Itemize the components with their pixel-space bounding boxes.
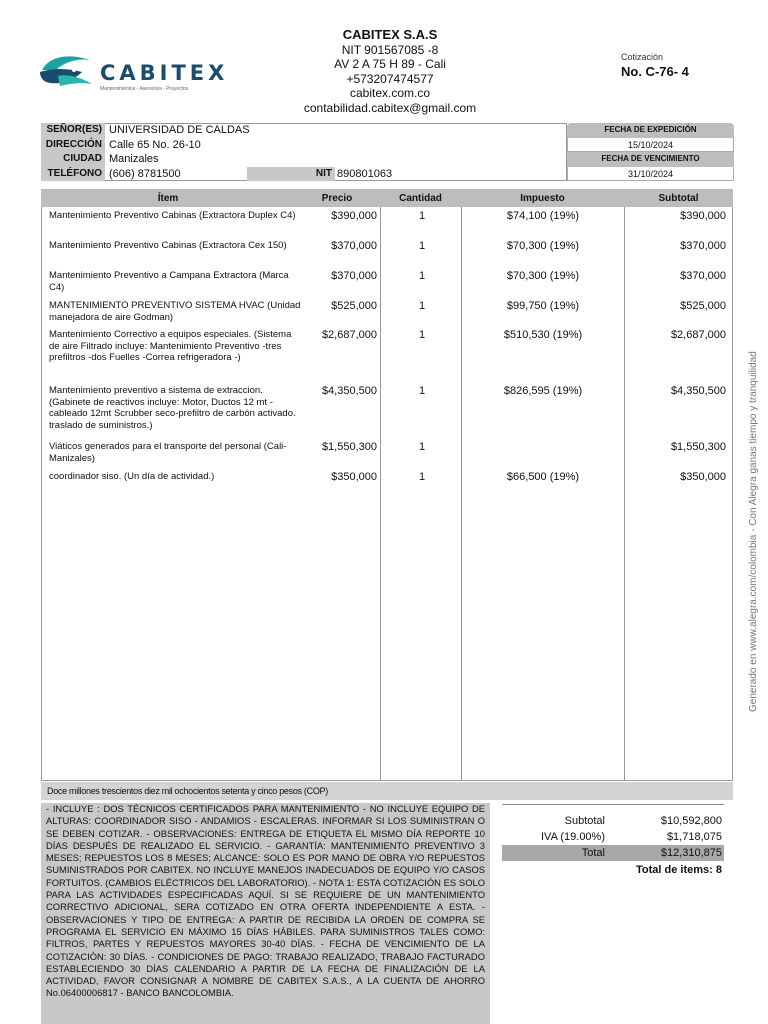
item-quantity: 1 [418,210,426,222]
item-subtotal: $370,000 [680,240,726,252]
company-address: AV 2 A 75 H 89 - Cali [334,57,446,71]
ciudad-value: Manizales [109,153,159,165]
item-price: $4,350,500 [321,385,377,397]
item-quantity: 1 [418,441,426,453]
iva-value: $1,718,075 [666,831,722,843]
expedicion-value: 15/10/2024 [567,138,734,153]
company-name: CABITEX S.A.S [342,27,438,42]
item-description: Mantenimiento preventivo a sistema de extraccion. (Gabinete de reactivos incluye: Motor, Ductos 12 mt - cableado 12mt Scrubber seco-prefiltro de carbón activado. traslado de suministros.) [49,385,296,431]
header-price: Precio [321,193,353,204]
header-item: Ítem [157,193,179,204]
hummingbird-logo-icon [38,50,96,94]
total-row [502,845,724,861]
item-quantity: 1 [418,270,426,282]
nit-label: NIT [247,167,335,182]
client-row-telefono [41,167,567,182]
item-tax: $74,100 (19%) [506,210,580,222]
direccion-value: Calle 65 No. 26-10 [109,138,201,151]
item-subtotal: $525,000 [680,300,726,312]
amount-in-words: Doce millones trescientos diez mil ochocientos setenta y cinco pesos (COP) [41,782,733,800]
item-tax: $826,595 (19%) [503,385,583,397]
item-tax: $70,300 (19%) [506,270,580,282]
item-tax: $70,300 (19%) [506,240,580,252]
item-price: $350,000 [331,471,377,483]
item-price: $1,550,300 [321,441,377,453]
ciudad-label: CIUDAD [41,152,105,167]
item-tax: $510,530 (19%) [503,329,583,341]
column-divider [624,207,625,781]
items-table-header [41,189,733,207]
item-description: Mantenimiento Preventivo Cabinas (Extractora Duplex C4) [49,210,296,221]
senor-label: SEÑOR(ES) [41,123,105,138]
expedicion-label: FECHA DE EXPEDICIÓN [567,123,734,138]
item-description: Mantenimiento Preventivo a Campana Extractora (Marca C4) [49,270,289,293]
company-header [260,28,520,115]
quote-number-box [621,52,741,79]
header-qty: Cantidad [399,193,442,204]
telefono-label: TELÉFONO [41,167,105,182]
company-website: cabitex.com.co [349,86,431,100]
iva-row [502,829,724,845]
company-phone: +573207474577 [346,71,434,86]
item-quantity: 1 [418,385,426,397]
client-row-ciudad [41,152,567,167]
item-description: coordinador siso. (Un día de actividad.) [49,471,215,482]
item-subtotal: $2,687,000 [670,329,726,341]
client-row-direccion [41,138,567,153]
item-price: $370,000 [331,270,377,282]
item-subtotal: $370,000 [680,270,726,282]
client-info [41,123,734,183]
total-value: $12,310,875 [660,847,722,859]
logo-tagline: Mantenimientos - Asesorías - Proyectos [100,86,189,92]
subtotal-value: $10,592,800 [660,815,722,827]
nit-value: 890801063 [337,167,393,180]
terms-notes: - INCLUYE : DOS TÉCNICOS CERTIFICADOS PARA MANTENIMIENTO - NO INCLUYE EQUIPO DE ALTURAS: COORDINADOR SISO - ANDAMIOS - ESCALERAS. INFORMAR SI LOS SUMINISTRAN O SE DEBEN COTIZAR. - OBSERVACIONES: ENTREGA DE ETIQUETA EL MISMO DÍA REPORTE 10 DÍAS DESPUÉS DE REALIZADO EL SERVICIO. - GARANTÍA: MANTENIMIENTO PREVENTIVO 3 MESES; REPUESTOS LOS 8 MESES; ALCANCE: SOLO ES POR MANO DE OBRA Y/O REPUESTOS SUMINISTRADOS POR CABITEX. NO INCLUYE MANEJOS INADECUADOS DE EQUIPO Y/O CASOS FORTUITOS. (CAMBIOS ELÉCTRICOS DEL LABORATORIO). - NOTA 1: ESTA COTIZACIÓN ES SOLO PARA LAS ACTIVIDADES ESPECIFICADAS AQUÍ. SI SE REQUIERE DE UN MANTENIMIENTO CORRECTIVO ADICIONAL, SERA COTIZADO EN OTRA OFERTA INDEPENDIENTE A ESTA. - OBSERVACIONES Y TIPO DE ENTREGA: A PARTIR DE RECIBIDA LA ORDEN DE COMPRA SE PROGRAMA EL SERVICIO EN MÁXIMO 15 DÍAS HÁBILES. PARA SUMINISTROS TALES COMO: FILTROS, PARTES Y REPUESTOS MAYORES 30-40 DÍAS. - FECHA DE VENCIMIENTO DE LA COTIZACIÓN: 30 DÍAS. - CONDICIONES DE PAGO: TRABAJO REALIZADO, TRABAJO FACTURADO ESTABLECIENDO 30 DÍAS CALENDARIO A PARTIR DE LA FECHA DE FINALIZACIÓN DE LA ACTIVIDAD, FAVOR CONSIGNAR A NOMBRE DE CABITEX S.A.S., A LA CUENTA DE AHORRO No.06400006817 - BANCO BANCOLOMBIA. [41,803,490,1024]
item-price: $525,000 [331,300,377,312]
client-row-senor [41,123,567,138]
item-price: $370,000 [331,240,377,252]
quote-label: Cotización [621,52,664,62]
company-nit: NIT 901567085 -8 [341,42,439,57]
item-price: $390,000 [331,210,377,222]
header-tax: Impuesto [520,193,565,204]
item-description: Viáticos generados para el transporte del personal (Cali- Manizales) [49,441,287,464]
subtotal-label: Subtotal [564,815,605,827]
items-table [41,189,733,801]
vencimiento-value: 31/10/2024 [567,167,734,182]
iva-label: IVA (19.00%) [541,831,605,843]
item-price: $2,687,000 [321,329,377,341]
senor-value: UNIVERSIDAD DE CALDAS [109,124,250,136]
item-description: Mantenimiento Preventivo Cabinas (Extractora Cex 150) [49,240,287,251]
column-divider [380,207,381,781]
subtotal-row [502,813,724,829]
items-count: Total de items: 8 [636,864,722,876]
item-quantity: 1 [418,329,426,341]
quote-number: No. C-76- 4 [621,64,689,79]
item-subtotal: $4,350,500 [670,385,726,397]
item-quantity: 1 [418,471,426,483]
item-subtotal: $390,000 [680,210,726,222]
item-tax: $99,750 (19%) [506,300,580,312]
item-quantity: 1 [418,240,426,252]
item-subtotal: $1,550,300 [670,441,726,453]
column-divider [461,207,462,781]
generated-by-footer: Generado en www.alegra.com/colombia - Con Alegra ganas tiempo y tranquilidad [748,351,759,712]
vencimiento-label: FECHA DE VENCIMIENTO [567,152,734,167]
item-subtotal: $350,000 [680,471,726,483]
total-label: Total [581,847,605,859]
company-email: contabilidad.cabitex@gmail.com [303,100,477,115]
item-description: Mantenimiento Correctivo a equipos especiales. (Sistema de aire Filtrado incluye: Mantenimiento Preventivo -tres prefiltros -dos Fuelles -Correa refrigeradora -) [49,329,292,363]
header-subtotal: Subtotal [658,193,699,204]
logo-wordmark: CABITEX [100,61,229,85]
item-description: MANTENIMIENTO PREVENTIVO SISTEMA HVAC (Unidad manejadora de aire Godman) [49,300,301,323]
totals-box [502,804,724,861]
company-logo [38,50,229,98]
telefono-value: (606) 8781500 [109,167,181,180]
item-tax: $66,500 (19%) [506,471,580,483]
item-quantity: 1 [418,300,426,312]
direccion-label: DIRECCIÓN [41,138,105,153]
